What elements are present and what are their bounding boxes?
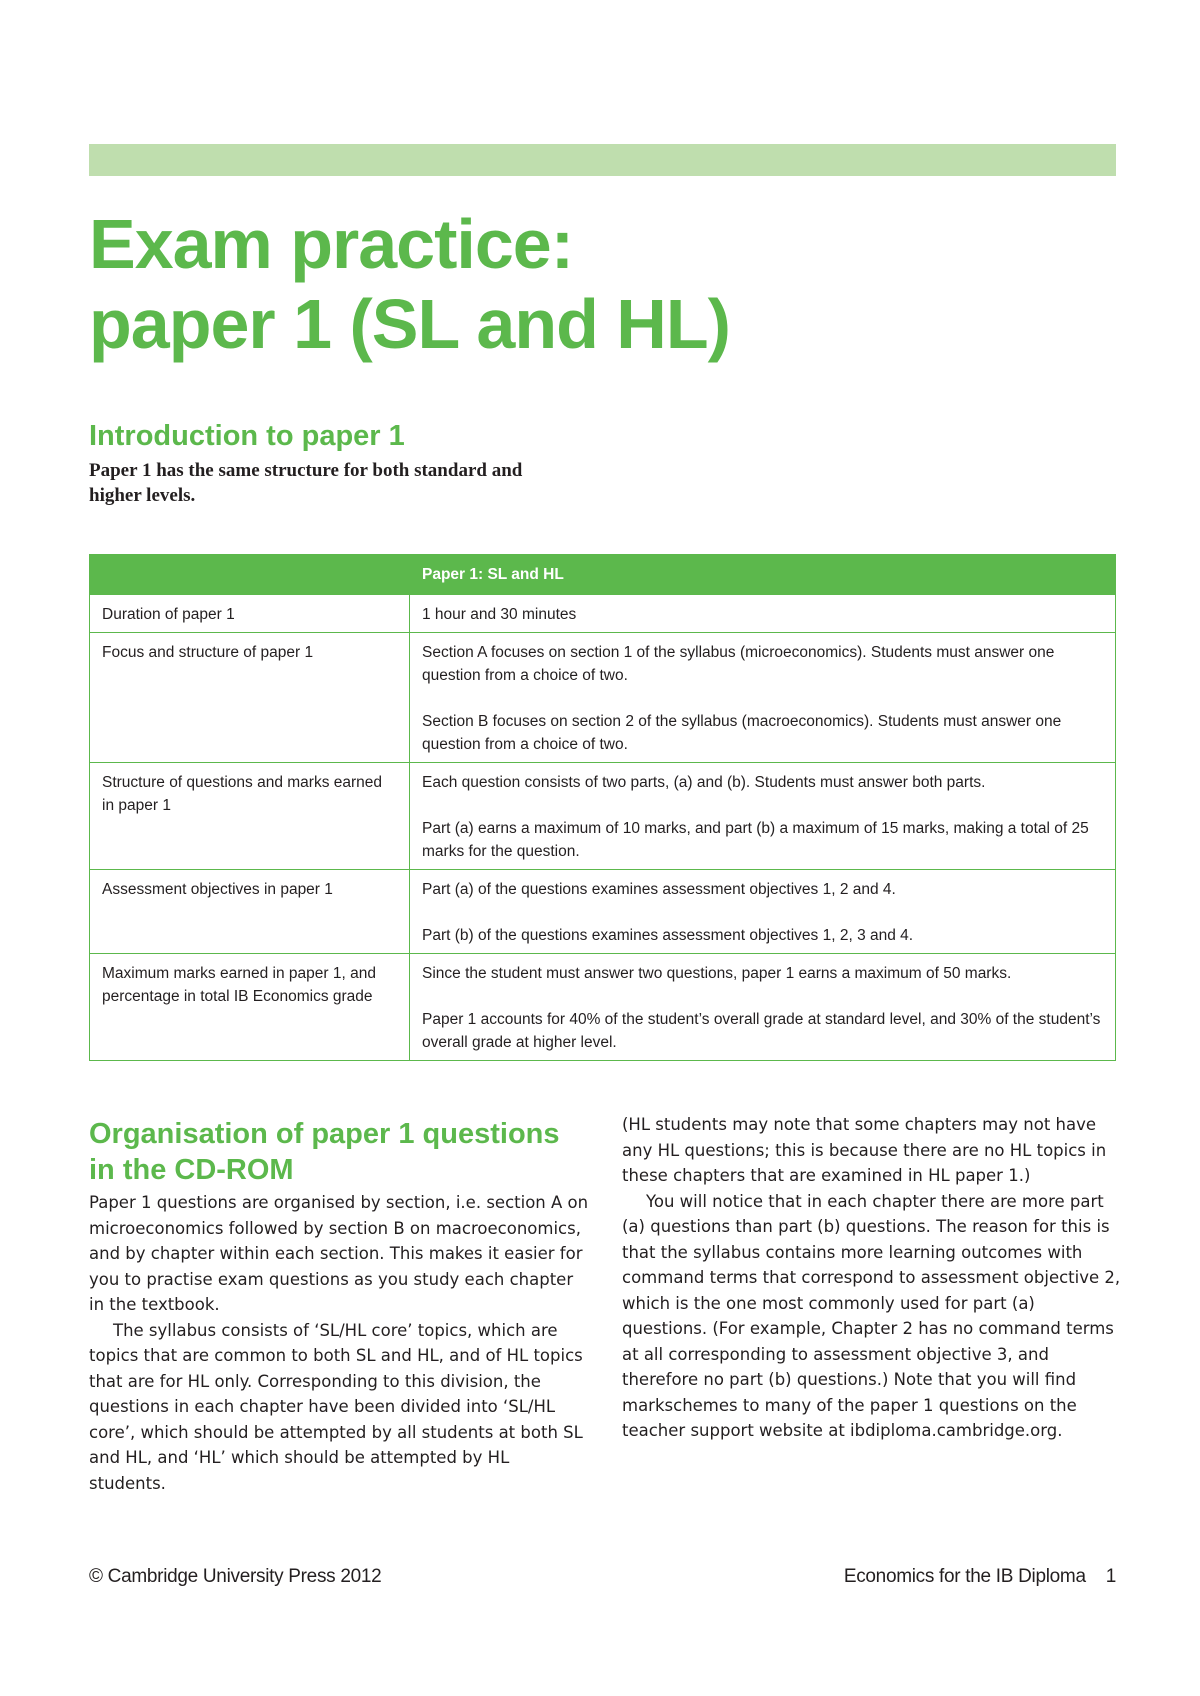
paper1-structure-table — [89, 554, 1116, 1061]
left-column — [89, 1190, 589, 1496]
row-label: Assessment objectives in paper 1 — [90, 870, 410, 954]
right-column — [622, 1112, 1122, 1444]
row-value-paragraph: Since the student must answer two questions, paper 1 earns a maximum of 50 marks. — [422, 965, 1012, 982]
row-label: Focus and structure of paper 1 — [90, 633, 410, 763]
body-paragraph: The syllabus consists of ‘SL/HL core’ topics, which are topics that are common to both SL and HL, and of HL topics that are for HL only. Corresponding to this division, the questions in each chapter have been divided into ‘SL/HL core’, which should be attempted by all students at both SL and HL, and ‘HL’ which should be attempted by HL students. — [89, 1320, 583, 1493]
page-title — [89, 204, 730, 364]
row-value-paragraph: Part (b) of the questions examines assessment objectives 1, 2, 3 and 4. — [422, 927, 914, 944]
intro-heading: Introduction to paper 1 — [89, 420, 405, 452]
page-title-line-1: Exam practice: — [89, 205, 574, 283]
table-row — [90, 763, 1116, 870]
row-value-paragraph: Section A focuses on section 1 of the syllabus (microeconomics). Students must answer one question from a choice of two. — [422, 644, 1055, 684]
row-value-paragraph: Each question consists of two parts, (a) and (b). Students must answer both parts. — [422, 774, 986, 791]
table-row — [90, 595, 1116, 633]
page-number: 1 — [1105, 1566, 1116, 1587]
row-value-paragraph: 1 hour and 30 minutes — [422, 606, 577, 623]
row-value — [410, 633, 1116, 763]
intro-lead-text: Paper 1 has the same structure for both standard and higher levels. — [89, 460, 523, 506]
footer-book-info — [844, 1566, 1116, 1588]
footer-copyright: © Cambridge University Press 2012 — [89, 1566, 382, 1587]
row-label: Maximum marks earned in paper 1, and percentage in total IB Economics grade — [90, 954, 410, 1061]
footer-book-title: Economics for the IB Diploma — [843, 1566, 1086, 1587]
table-row — [90, 870, 1116, 954]
header-color-bar — [89, 144, 1116, 176]
row-value-paragraph: Part (a) of the questions examines assessment objectives 1, 2 and 4. — [422, 881, 896, 898]
table-header-blank — [90, 555, 410, 595]
page-title-line-2: paper 1 (SL and HL) — [89, 285, 730, 363]
table-row — [90, 954, 1116, 1061]
row-value-paragraph: Part (a) earns a maximum of 10 marks, and part (b) a maximum of 15 marks, making a total of 25 marks for the question. — [422, 820, 1089, 860]
row-value — [410, 763, 1116, 870]
row-value — [410, 870, 1116, 954]
table-row — [90, 633, 1116, 763]
row-value — [410, 595, 1116, 633]
row-label: Duration of paper 1 — [90, 595, 410, 633]
row-label: Structure of questions and marks earned in paper 1 — [90, 763, 410, 870]
body-paragraph: You will notice that in each chapter there are more part (a) questions than part (b) questions. The reason for this is that the syllabus contains more learning outcomes with command terms that correspond to assessment objective 2, which is the one most commonly used for part (a) questions. (For example, Chapter 2 has no command terms at all corresponding to assessment objective 3, and therefore no part (b) questions.) Note that you will find markschemes to many of the paper 1 questions on the teacher support website at ibdiploma.cambridge.org. — [622, 1191, 1121, 1440]
organisation-heading-line-1: Organisation of paper 1 questions — [89, 1118, 560, 1150]
organisation-heading — [89, 1116, 560, 1188]
row-value — [410, 954, 1116, 1061]
table-header-paper1: Paper 1: SL and HL — [410, 555, 1116, 595]
table-header-row — [90, 555, 1116, 595]
row-value-paragraph: Section B focuses on section 2 of the syllabus (macroeconomics). Students must answer one question from a choice of two. — [422, 713, 1062, 753]
body-paragraph: Paper 1 questions are organised by section, i.e. section A on microeconomics followed by section B on macroeconomics, and by chapter within each section. This makes it easier for you to practise exam questions as you study each chapter in the textbook. — [89, 1193, 589, 1314]
organisation-heading-line-2: in the CD-ROM — [89, 1154, 294, 1186]
body-paragraph: (HL students may note that some chapters may not have any HL questions; this is because there are no HL topics in these chapters that are examined in HL paper 1.) — [622, 1115, 1107, 1185]
row-value-paragraph: Paper 1 accounts for 40% of the student’s overall grade at standard level, and 30% of the student’s overall grade at higher level. — [422, 1011, 1101, 1051]
